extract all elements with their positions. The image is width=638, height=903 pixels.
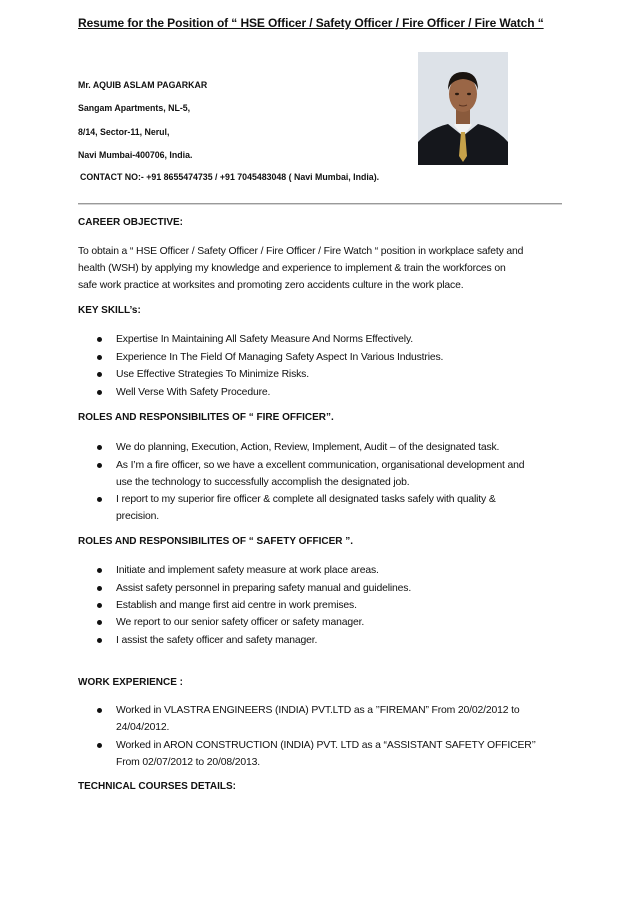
contact-numbers: CONTACT NO:- +91 8655474735 / +91 7045483048 ( Navi Mumbai, India). xyxy=(80,172,380,182)
safety-officer-roles-heading: ROLES AND RESPONSIBILITES OF “ SAFETY OFFICER ”. xyxy=(78,536,354,547)
candidate-name: Mr. AQUIB ASLAM PAGARKAR xyxy=(78,80,208,90)
skill-text: Experience In The Field Of Managing Safety Aspect In Various Industries. xyxy=(116,352,444,363)
bullet-icon xyxy=(97,586,102,591)
experience-text: Worked in ARON CONSTRUCTION (INDIA) PVT. LTD as a “ASSISTANT SAFETY OFFICER’’ xyxy=(116,740,536,751)
role-text: We do planning, Execution, Action, Review, Implement, Audit – of the designated task. xyxy=(116,442,500,453)
resume-title: Resume for the Position of “ HSE Officer / Safety Officer / Fire Officer / Fire Watch “ xyxy=(78,16,544,30)
bullet-icon xyxy=(97,463,102,468)
skill-text: Use Effective Strategies To Minimize Risks. xyxy=(116,369,309,380)
bullet-icon xyxy=(97,372,102,377)
career-objective-line: safe work practice at worksites and promoting zero accidents culture in the work place. xyxy=(78,280,464,291)
section-divider xyxy=(78,203,562,204)
address-line-3: Navi Mumbai-400706, India. xyxy=(78,150,193,160)
role-text: We report to our senior safety officer or safety manager. xyxy=(116,617,365,628)
career-objective-line: health (WSH) by applying my knowledge and experience to implement & train the workforces on xyxy=(78,263,506,274)
skill-text: Expertise In Maintaining All Safety Measure And Norms Effectively. xyxy=(116,334,413,345)
role-text: Establish and mange first aid centre in work premises. xyxy=(116,600,357,611)
role-text: precision. xyxy=(116,511,159,522)
work-experience-heading: WORK EXPERIENCE : xyxy=(78,677,184,688)
role-text: Initiate and implement safety measure at work place areas. xyxy=(116,565,379,576)
bullet-icon xyxy=(97,497,102,502)
role-text: use the technology to successfully accomplish the designated job. xyxy=(116,477,410,488)
bullet-icon xyxy=(97,743,102,748)
address-line-2: 8/14, Sector-11, Nerul, xyxy=(78,127,170,137)
portrait-illustration xyxy=(418,52,508,165)
role-text: As I’m a fire officer, so we have a excellent communication, organisational development and xyxy=(116,460,525,471)
skill-text: Well Verse With Safety Procedure. xyxy=(116,387,271,398)
role-text: I assist the safety officer and safety manager. xyxy=(116,635,318,646)
fire-officer-roles-heading: ROLES AND RESPONSIBILITES OF “ FIRE OFFICER”. xyxy=(78,412,334,423)
address-line-1: Sangam Apartments, NL-5, xyxy=(78,103,191,113)
bullet-icon xyxy=(97,390,102,395)
role-text: I report to my superior fire officer & complete all designated tasks safely with quality & xyxy=(116,494,496,505)
bullet-icon xyxy=(97,603,102,608)
experience-text: From 02/07/2012 to 20/08/2013. xyxy=(116,757,260,768)
bullet-icon xyxy=(97,708,102,713)
bullet-icon xyxy=(97,638,102,643)
bullet-icon xyxy=(97,620,102,625)
bullet-icon xyxy=(97,568,102,573)
bullet-icon xyxy=(97,445,102,450)
profile-photo xyxy=(418,52,508,165)
experience-text: Worked in VLASTRA ENGINEERS (INDIA) PVT.LTD as a ’’FIREMAN” From 20/02/2012 to xyxy=(116,705,520,716)
role-text: Assist safety personnel in preparing safety manual and guidelines. xyxy=(116,583,412,594)
career-objective-text xyxy=(78,243,568,294)
key-skills-heading: KEY SKILL’s: xyxy=(78,305,141,316)
career-objective-line: To obtain a “ HSE Officer / Safety Officer / Fire Officer / Fire Watch “ position in workplace safety and xyxy=(78,246,524,257)
technical-courses-heading: TECHNICAL COURSES DETAILS: xyxy=(78,781,236,792)
career-objective-heading: CAREER OBJECTIVE: xyxy=(78,217,184,228)
bullet-icon xyxy=(97,337,102,342)
experience-text: 24/04/2012. xyxy=(116,722,170,733)
bullet-icon xyxy=(97,355,102,360)
